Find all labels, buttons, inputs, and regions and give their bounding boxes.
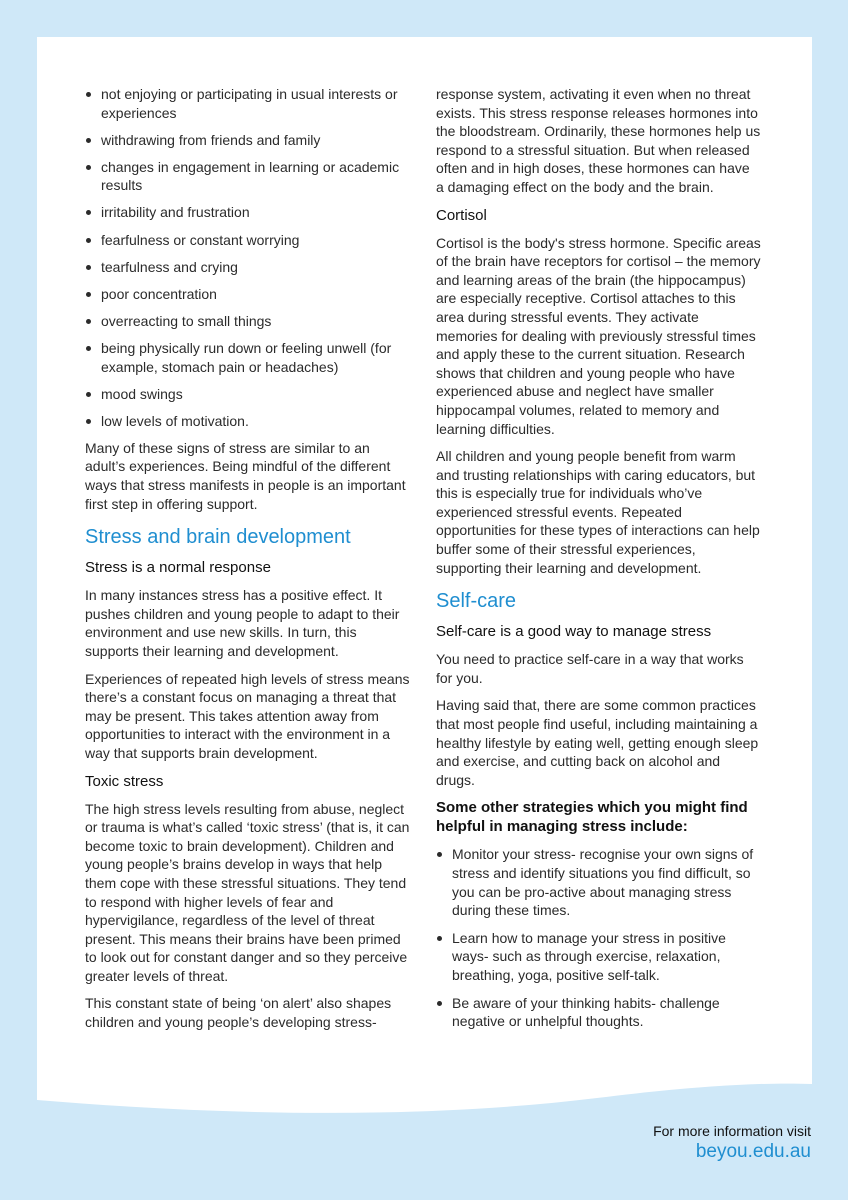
list-item xyxy=(85,285,410,304)
list-item-text: low levels of motivation. xyxy=(101,412,249,429)
heading-strategies: Some other strategies which you might find helpful in managing stress include: xyxy=(436,799,748,836)
heading-self-care: Self-care is a good way to manage stress xyxy=(436,623,712,641)
list-item-text: changes in engagement in learning or academic results xyxy=(101,158,400,194)
list-item xyxy=(85,258,410,277)
bullet-icon xyxy=(86,210,91,215)
list-item-text: mood swings xyxy=(101,385,183,402)
toxic-stress-paragraph-1: The high stress levels resulting from abuse, neglect or trauma is what’s called ‘toxic stress’ (that is, it can become toxic to brain development). Children and young people’s brains develop in ways that help them cope with these stressful situations. They tend to respond with higher levels of fear and hypervigilance, regardless of the level of threat present. This means their brains have been primed to look out for constant danger and so they perceive greater levels of threat. xyxy=(85,800,410,984)
document-page xyxy=(37,37,812,1163)
heading-normal-response: Stress is a normal response xyxy=(85,559,271,577)
list-item xyxy=(85,203,410,222)
list-item-text: tearfulness and crying xyxy=(101,258,238,275)
normal-response-paragraph-2: Experiences of repeated high levels of stress means there’s a constant focus on managing a threat that may be present. This takes attention away from opportunities to interact with the environment in a way that supports brain development. xyxy=(85,670,410,761)
bullet-icon xyxy=(86,346,91,351)
list-item xyxy=(85,385,410,404)
bullet-icon xyxy=(86,265,91,270)
bullet-icon xyxy=(86,92,91,97)
section-title-self-care: Self-care xyxy=(436,590,517,613)
bullet-icon xyxy=(86,319,91,324)
list-item xyxy=(85,85,410,122)
list-item-text: Be aware of your thinking habits- challenge negative or unhelpful thoughts. xyxy=(452,994,720,1030)
cortisol-paragraph-1: Cortisol is the body's stress hormone. Specific areas of the brain have receptors for cortisol – the memory and learning areas of the brain (the hippocampus) are especially receptive. Cortisol attaches to this area during stressful events. They activate memories for dealing with previously stressful times and apply these to the current situation. Research shows that children and young people who have experienced abuse and neglect have smaller hippocampal volumes, related to memory and learning difficulties. xyxy=(436,234,761,437)
list-item xyxy=(85,412,410,431)
strategies-list xyxy=(436,845,761,1030)
section-title-brain-development: Stress and brain development xyxy=(85,526,351,549)
list-item-text: fearfulness or constant worrying xyxy=(101,231,300,248)
list-item-text: not enjoying or participating in usual interests or experiences xyxy=(101,86,398,121)
footer xyxy=(653,1122,811,1164)
bullet-icon xyxy=(437,1001,442,1006)
left-column xyxy=(85,85,410,1041)
signs-paragraph: Many of these signs of stress are similar to an adult’s experiences. Being mindful of the different ways that stress manifests in people is an important first step in offering support. xyxy=(85,439,406,512)
website-link[interactable]: beyou.edu.au xyxy=(695,1141,811,1162)
bullet-icon xyxy=(86,419,91,424)
list-item xyxy=(436,845,761,919)
heading-cortisol: Cortisol xyxy=(436,206,487,224)
list-item-text: being physically run down or feeling unwell (for example, stomach pain or headaches) xyxy=(101,339,392,375)
bullet-icon xyxy=(437,936,442,941)
cortisol-paragraph-2: All children and young people benefit from warm and trusting relationships with caring educators, but this is especially true for individuals who’ve experienced stressful events. Repeated opportunities for these types of interactions can help buffer some of their stressful experiences, supporting their learning and development. xyxy=(436,448,760,576)
continued-paragraph: response system, activating it even when no threat exists. This stress response releases hormones into the bloodstream. Ordinarily, these hormones help us respond to a stressful situation. But when released often and in high doses, these hormones can have a damaging effect on the body and the brain. xyxy=(436,86,761,195)
bullet-icon xyxy=(86,165,91,170)
bullet-icon xyxy=(86,138,91,143)
list-item-text: withdrawing from friends and family xyxy=(101,131,321,148)
bullet-icon xyxy=(86,292,91,297)
bullet-icon xyxy=(86,238,91,243)
bullet-icon xyxy=(86,392,91,397)
bullet-icon xyxy=(437,852,442,857)
list-item-text: overreacting to small things xyxy=(101,312,272,329)
right-column xyxy=(436,85,761,1040)
list-item xyxy=(85,231,410,250)
list-item xyxy=(85,131,410,150)
list-item-text: poor concentration xyxy=(101,285,217,302)
stress-signs-list xyxy=(85,85,410,430)
list-item-text: Learn how to manage your stress in positive ways- such as through exercise, relaxation, breathing, yoga, positive self-talk. xyxy=(452,929,726,983)
list-item xyxy=(85,312,410,331)
list-item-text: irritability and frustration xyxy=(101,204,250,221)
list-item xyxy=(85,339,410,376)
self-care-paragraph-1: You need to practice self-care in a way that works for you. xyxy=(436,651,744,686)
heading-toxic-stress: Toxic stress xyxy=(85,772,164,790)
toxic-stress-paragraph-2: This constant state of being ‘on alert’ also shapes children and young people’s developing stress- xyxy=(85,995,392,1031)
self-care-paragraph-2: Having said that, there are some common practices that most people find useful, including maintaining a healthy lifestyle by eating well, getting enough sleep and exercise, and cutting back on alcohol and drugs. xyxy=(436,697,759,788)
normal-response-paragraph-1: In many instances stress has a positive effect. It pushes children and young people to adapt to their environment and use new skills. In turn, this supports their learning and development. xyxy=(85,587,400,659)
list-item xyxy=(436,929,761,985)
list-item xyxy=(436,994,761,1031)
list-item-text: Monitor your stress- recognise your own signs of stress and identify situations you find difficult, so you can be pro-active about managing stress during these times. xyxy=(452,846,754,919)
footer-note: For more information visit xyxy=(653,1123,811,1139)
list-item xyxy=(85,158,410,195)
